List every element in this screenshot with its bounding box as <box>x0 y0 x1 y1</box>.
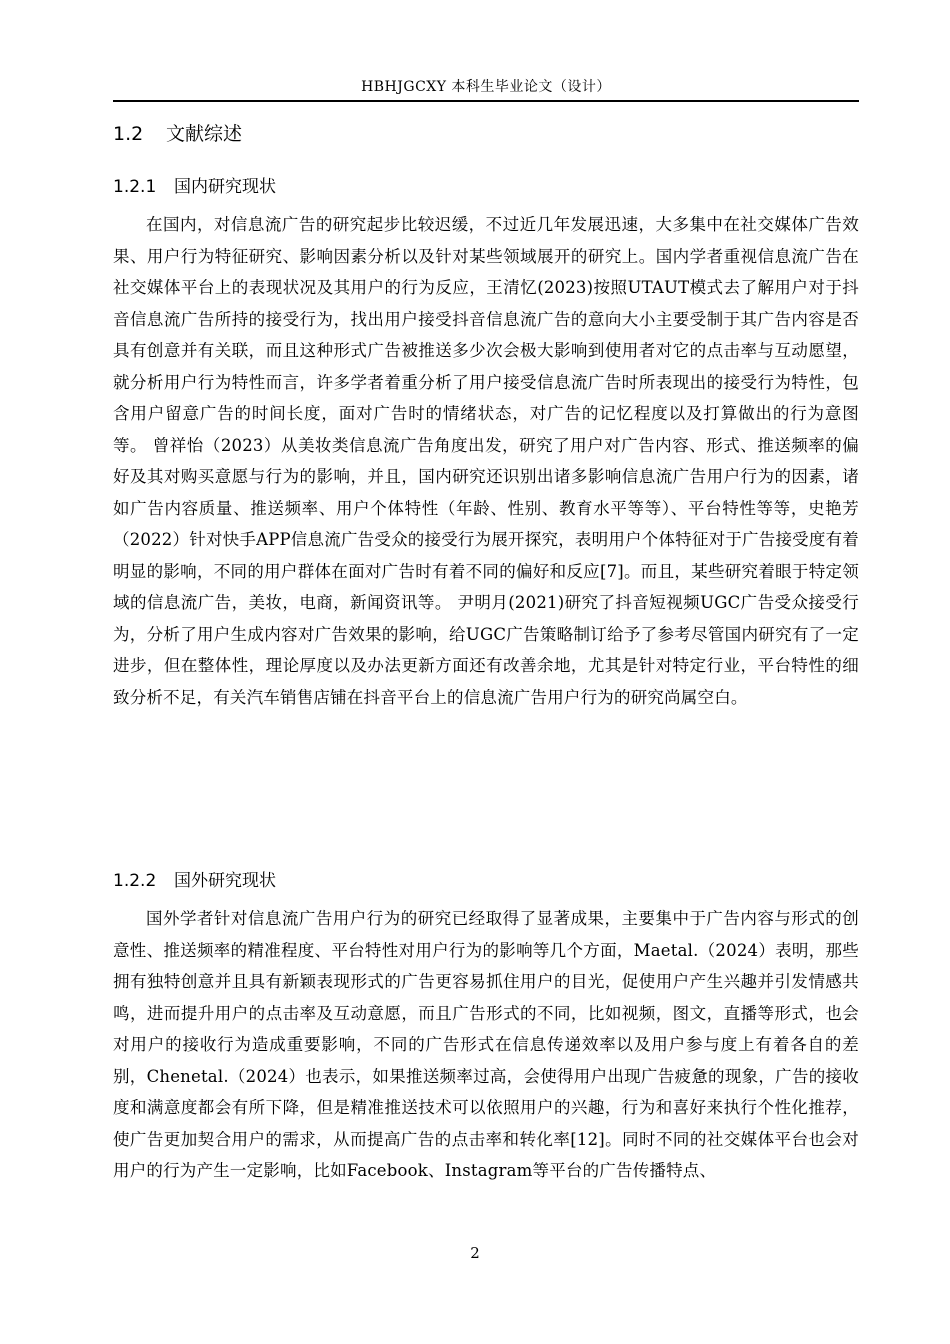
subsection-heading <box>113 866 276 891</box>
subsection-title: 国内研究现状 <box>174 177 276 197</box>
subsection-title: 国外研究现状 <box>174 871 276 891</box>
page-number: 2 <box>470 1244 480 1262</box>
subsection-number: 1.2.1 <box>113 177 157 197</box>
body-paragraph: 国外学者针对信息流广告用户行为的研究已经取得了显著成果，主要集中于广告内容与形式的创意性、推送频率的精准程度、平台特性对用户行为的影响等几个方面，Maetal.（2024）表明，那些拥有独特创意并且具有新颖表现形式的广告更容易抓住用户的目光，促使用户产生兴趣并引发情感共鸣，进而提升用户的点击率及互动意愿，而且广告形式的不同，比如视频，图文，直播等形式，也会对用户的接收行为造成重要影响，不同的广告形式在信息传递效率以及用户参与度上有着各自的差别，Chenetal.（2024）也表示，如果推送频率过高，会使得用户出现广告疲惫的现象，广告的接收度和满意度都会有所下降，但是精准推送技术可以依照用户的兴趣，行为和喜好来执行个性化推荐，使广告更加契合用户的需求，从而提高广告的点击率和转化率[12]。同时不同的社交媒体平台也会对用户的行为产生一定影响，比如Facebook、Instagram等平台的广告传播特点、 <box>113 909 859 1180</box>
subsection-number: 1.2.2 <box>113 871 157 891</box>
section-heading <box>113 119 242 146</box>
subsection-heading <box>113 172 276 197</box>
section-number: 1.2 <box>113 123 144 145</box>
header-divider <box>113 100 859 102</box>
section-title: 文献综述 <box>166 123 243 145</box>
body-paragraph: 在国内，对信息流广告的研究起步比较迟缓，不过近几年发展迅速，大多集中在社交媒体广告效果、用户行为特征研究、影响因素分析以及针对某些领域展开的研究上。国内学者重视信息流广告在社交媒体平台上的表现状况及其用户的行为反应，王清忆(2023)按照UTAUT模式去了解用户对于抖音信息流广告所持的接受行为，找出用户接受抖音信息流广告的意向大小主要受制于其广告内容是否具有创意并有关联，而且这种形式广告被推送多少次会极大影响到使用者对它的点击率与互动愿望，就分析用户行为特性而言，许多学者着重分析了用户接受信息流广告时所表现出的接受行为特性，包含用户留意广告的时间长度，面对广告时的情绪状态，对广告的记忆程度以及打算做出的行为意图等。 曾祥怡（2023）从美妆类信息流广告角度出发，研究了用户对广告内容、形式、推送频率的偏好及其对购买意愿与行为的影响，并且，国内研究还识别出诸多影响信息流广告用户行为的因素，诸如广告内容质量、推送频率、用户个体特性（年龄、性别、教育水平等等）、平台特性等等，史艳芳（2022）针对快手APP信息流广告受众的接受行为展开探究，表明用户个体特征对于广告接受度有着明显的影响，不同的用户群体在面对广告时有着不同的偏好和反应[7]。而且，某些研究着眼于特定领域的信息流广告，美妆，电商，新闻资讯等。 尹明月(2021)研究了抖音短视频UGC广告受众接受行为，分析了用户生成内容对广告效果的影响，给UGC广告策略制订给予了参考尽管国内研究有了一定进步，但在整体性，理论厚度以及办法更新方面还有改善余地，尤其是针对特定行业，平台特性的细致分析不足，有关汽车销售店铺在抖音平台上的信息流广告用户行为的研究尚属空白。 <box>113 215 859 707</box>
page-header: HBHJGCXY 本科生毕业论文（设计） <box>361 79 611 95</box>
